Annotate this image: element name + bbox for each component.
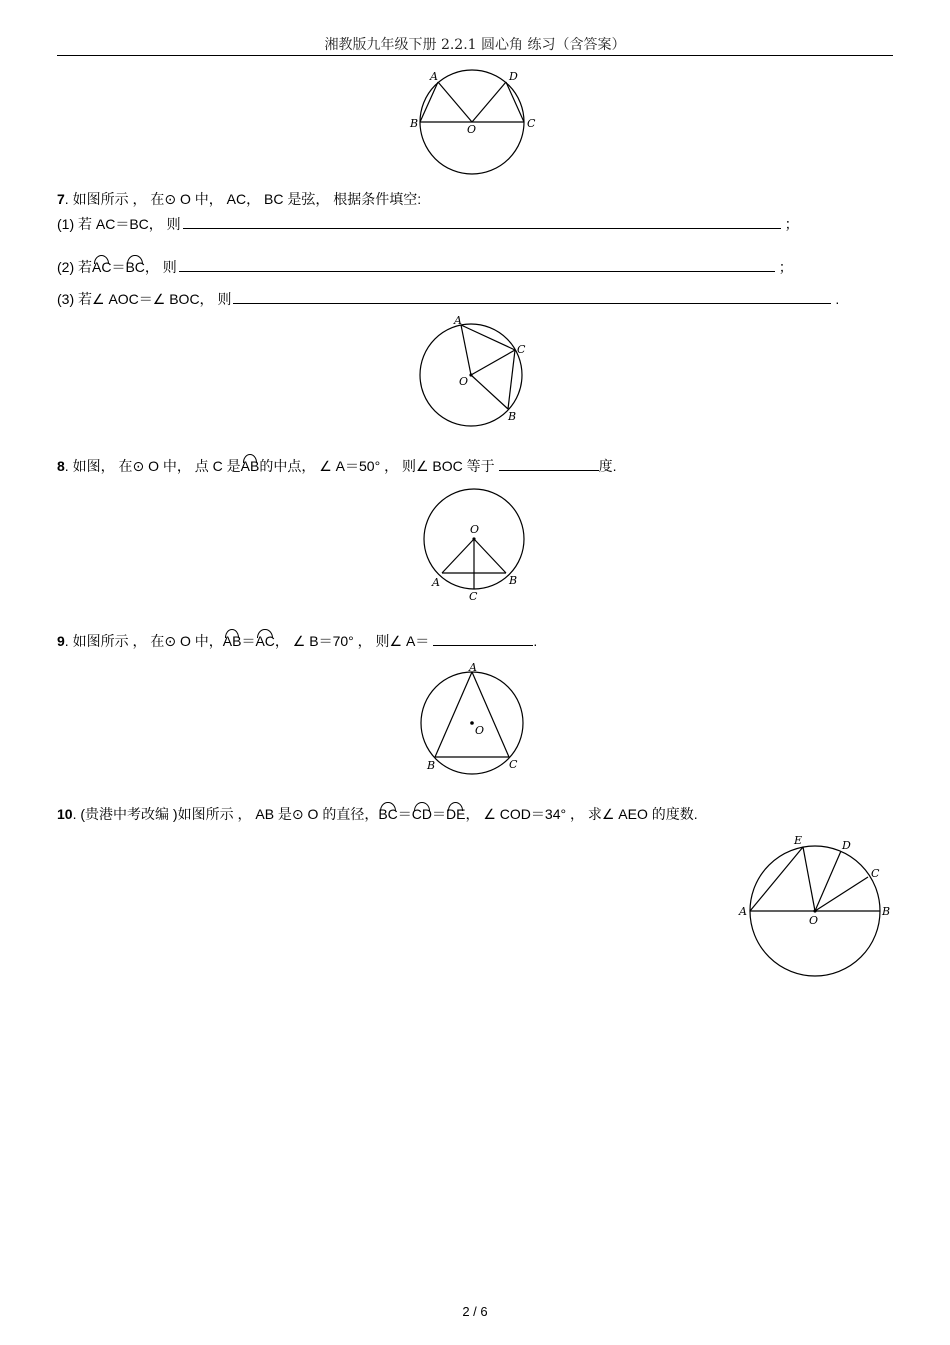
q9-number: 9 (57, 633, 65, 649)
q7-p1-text: (1) 若 AC＝BC， 则 (57, 216, 181, 232)
q9-arc-1: AB (222, 633, 242, 649)
q10-number: 10 (57, 806, 73, 822)
q9-eq: ＝ (241, 633, 256, 649)
page-number: 2 / 6 (462, 1304, 488, 1319)
label-b: B (882, 905, 891, 918)
q9-pre: . 如图所示 ， 在⊙ O 中， (64, 633, 223, 649)
label-o: O (470, 523, 480, 536)
q8-post: 的中点， ∠ A＝50° ， 则∠ BOC 等于 (259, 458, 495, 474)
figure-q8 (418, 486, 533, 606)
label-c: C (517, 343, 526, 356)
q10-arc-1: BC (378, 806, 398, 822)
q7-p2-eq: ＝ (111, 259, 126, 275)
label-b: B (410, 117, 419, 130)
q10-text (57, 805, 698, 823)
q8-arc: AB (240, 458, 260, 474)
q7-p2-arc-1: AC (92, 259, 112, 275)
label-o: O (475, 724, 485, 737)
q7-p3-text: (3) 若∠ AOC＝∠ BOC， 则 (57, 291, 232, 307)
q9-arc-2: AC (255, 633, 275, 649)
q8-pre: . 如图， 在⊙ O 中， 点 C 是 (64, 458, 241, 474)
header-rule (57, 55, 893, 56)
figure-q9 (414, 660, 534, 776)
label-o: O (459, 375, 469, 388)
q9-end: . (533, 633, 538, 649)
q8-end: 度. (598, 458, 617, 474)
q9-text (57, 631, 537, 650)
label-b: B (508, 410, 517, 423)
q9-post: ， ∠ B＝70° ， 则∠ A＝ (274, 633, 430, 649)
q7-p2-arc-2: BC (125, 259, 145, 275)
q7-p3-blank[interactable] (233, 289, 831, 304)
label-a: A (454, 314, 462, 327)
q7-part-2 (57, 257, 793, 276)
q10-eq-2: ＝ (432, 806, 447, 822)
q7-number: 7 (57, 191, 65, 207)
figure-q6 (400, 66, 550, 178)
q10-pre: . (贵港中考改编 )如图所示 ， AB 是⊙ O 的直径， (72, 806, 379, 822)
figure-q7 (410, 312, 540, 430)
q8-blank[interactable] (499, 456, 599, 471)
q7-p2-then: ， 则 (144, 259, 177, 275)
q10-arc-3: DE (446, 806, 466, 822)
label-c: C (469, 590, 478, 603)
label-c: C (527, 117, 536, 130)
label-a: A (432, 576, 440, 589)
q7-p1-blank[interactable] (183, 214, 781, 229)
q10-post: ， ∠ COD＝34° ， 求∠ AEO 的度数. (465, 806, 698, 822)
q7-p3-end: . (835, 291, 840, 307)
label-c: C (871, 867, 880, 880)
label-b: B (427, 759, 436, 772)
label-d: D (842, 839, 851, 852)
label-a: A (430, 70, 438, 83)
label-e: E (794, 834, 803, 847)
label-b: B (509, 574, 518, 587)
q7-stem (57, 190, 421, 208)
page-header-title: 湘教版九年级下册 2.2.1 圆心角 练习（含答案） (324, 37, 626, 53)
q10-eq-1: ＝ (397, 806, 412, 822)
label-c: C (509, 758, 518, 771)
q7-p2-text: (2) 若 (57, 259, 92, 275)
q10-arc-2: CD (411, 806, 433, 822)
label-d: D (509, 70, 518, 83)
q7-p2-blank[interactable] (179, 257, 775, 272)
q7-part-3 (57, 289, 839, 308)
q8-number: 8 (57, 458, 65, 474)
q7-part-1 (57, 214, 799, 233)
label-a: A (739, 905, 747, 918)
label-o: O (809, 914, 819, 927)
q7-p2-end: ； (778, 259, 793, 275)
q9-blank[interactable] (433, 631, 533, 646)
q7-stem-text: . 如图所示 ， 在⊙ O 中， AC， BC 是弦， 根据条件填空: (64, 191, 422, 207)
label-o: O (467, 123, 477, 136)
q7-p1-end: ； (784, 216, 799, 232)
figure-q10 (735, 830, 895, 980)
q8-text (57, 456, 617, 475)
label-a: A (469, 661, 477, 674)
